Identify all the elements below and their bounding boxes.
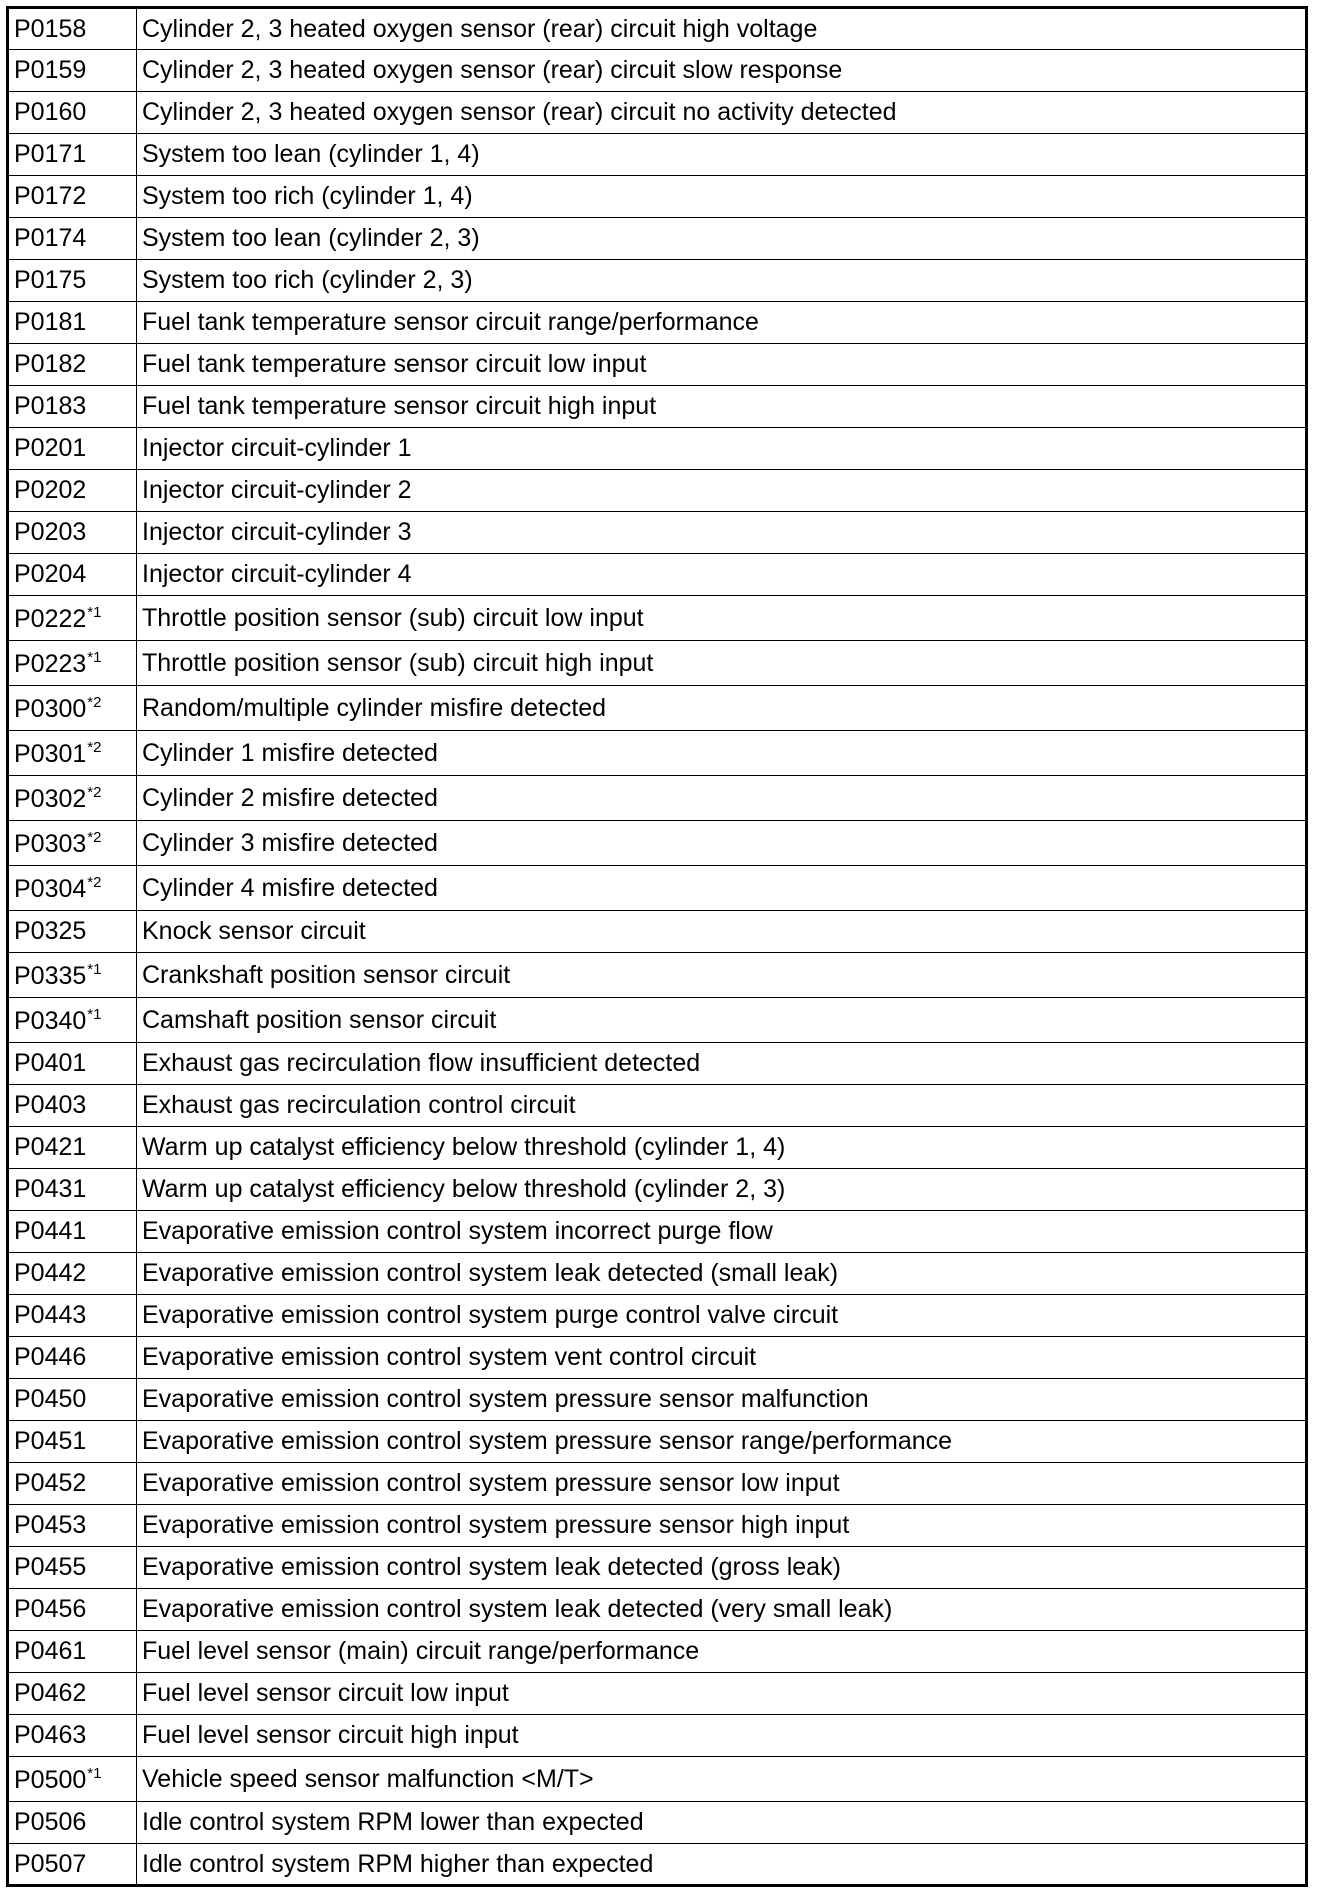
table-row (8, 1337, 1307, 1379)
dtc-code-cell (8, 686, 137, 731)
dtc-description: Idle control system RPM higher than expected (137, 1844, 1307, 1886)
table-row (8, 1505, 1307, 1547)
table-row (8, 1589, 1307, 1631)
dtc-description: Cylinder 4 misfire detected (137, 866, 1307, 911)
dtc-code: P0340 (14, 1006, 87, 1035)
dtc-code: P0456 (14, 1595, 87, 1623)
dtc-description: Evaporative emission control system leak detected (gross leak) (137, 1547, 1307, 1589)
dtc-code: P0183 (14, 392, 87, 420)
dtc-description: Camshaft position sensor circuit (137, 998, 1307, 1043)
dtc-description: System too lean (cylinder 1, 4) (137, 134, 1307, 176)
dtc-code-cell (8, 596, 137, 641)
table-row (8, 134, 1307, 176)
dtc-description: Exhaust gas recirculation flow insufficient detected (137, 1043, 1307, 1085)
table-row (8, 821, 1307, 866)
dtc-description: Cylinder 2 misfire detected (137, 776, 1307, 821)
dtc-code-cell (8, 1631, 137, 1673)
table-row (8, 260, 1307, 302)
dtc-code-cell (8, 218, 137, 260)
table-row (8, 50, 1307, 92)
footnote-marker: *2 (87, 873, 102, 891)
dtc-description: Cylinder 3 misfire detected (137, 821, 1307, 866)
dtc-code: P0201 (14, 434, 87, 462)
table-row (8, 911, 1307, 953)
dtc-code-cell (8, 1547, 137, 1589)
dtc-code-cell (8, 953, 137, 998)
dtc-description: Warm up catalyst efficiency below threshold (cylinder 2, 3) (137, 1169, 1307, 1211)
table-row (8, 596, 1307, 641)
footnote-marker: *2 (87, 783, 102, 801)
table-row (8, 428, 1307, 470)
dtc-code: P0431 (14, 1175, 87, 1203)
dtc-code-cell (8, 1505, 137, 1547)
dtc-code: P0171 (14, 140, 87, 168)
dtc-description: Warm up catalyst efficiency below threshold (cylinder 1, 4) (137, 1127, 1307, 1169)
dtc-description: Fuel tank temperature sensor circuit high input (137, 386, 1307, 428)
dtc-code: P0325 (14, 917, 87, 945)
dtc-description: Throttle position sensor (sub) circuit high input (137, 641, 1307, 686)
dtc-description: Injector circuit-cylinder 1 (137, 428, 1307, 470)
footnote-marker: *2 (87, 693, 102, 711)
footnote-marker: *1 (87, 960, 102, 978)
dtc-description: Injector circuit-cylinder 4 (137, 554, 1307, 596)
dtc-code: P0174 (14, 224, 87, 252)
dtc-description: System too lean (cylinder 2, 3) (137, 218, 1307, 260)
table-row (8, 1211, 1307, 1253)
dtc-description: Fuel tank temperature sensor circuit range/performance (137, 302, 1307, 344)
dtc-code-cell (8, 1463, 137, 1505)
table-row (8, 302, 1307, 344)
dtc-description: Evaporative emission control system leak detected (very small leak) (137, 1589, 1307, 1631)
dtc-description: Evaporative emission control system incorrect purge flow (137, 1211, 1307, 1253)
dtc-code: P0182 (14, 350, 87, 378)
table-row (8, 998, 1307, 1043)
table-row (8, 554, 1307, 596)
dtc-code: P0204 (14, 560, 87, 588)
dtc-description: Random/multiple cylinder misfire detected (137, 686, 1307, 731)
dtc-description: Knock sensor circuit (137, 911, 1307, 953)
table-row (8, 641, 1307, 686)
dtc-description: Injector circuit-cylinder 3 (137, 512, 1307, 554)
dtc-code: P0455 (14, 1553, 87, 1581)
table-row (8, 1127, 1307, 1169)
dtc-code-cell (8, 260, 137, 302)
dtc-code-cell (8, 1211, 137, 1253)
dtc-code-cell (8, 731, 137, 776)
table-row (8, 1757, 1307, 1802)
footnote-marker: *2 (87, 738, 102, 756)
dtc-code: P0443 (14, 1301, 87, 1329)
dtc-code-cell (8, 776, 137, 821)
dtc-code-cell (8, 1589, 137, 1631)
dtc-description: Evaporative emission control system leak detected (small leak) (137, 1253, 1307, 1295)
dtc-code: P0462 (14, 1679, 87, 1707)
dtc-code: P0203 (14, 518, 87, 546)
dtc-code: P0500 (14, 1765, 87, 1794)
dtc-description: Injector circuit-cylinder 2 (137, 470, 1307, 512)
dtc-code-cell (8, 470, 137, 512)
table-row (8, 1169, 1307, 1211)
dtc-code-cell (8, 1673, 137, 1715)
dtc-code: P0446 (14, 1343, 87, 1371)
table-row (8, 686, 1307, 731)
dtc-code: P0160 (14, 98, 87, 126)
table-row (8, 8, 1307, 50)
dtc-code-cell (8, 641, 137, 686)
table-row (8, 344, 1307, 386)
dtc-code: P0300 (14, 694, 87, 723)
table-row (8, 386, 1307, 428)
footnote-marker: *1 (87, 1764, 102, 1782)
dtc-description: Vehicle speed sensor malfunction <M/T> (137, 1757, 1307, 1802)
dtc-code: P0506 (14, 1808, 87, 1836)
dtc-description: Evaporative emission control system pressure sensor malfunction (137, 1379, 1307, 1421)
dtc-code: P0181 (14, 308, 87, 336)
table-row (8, 1379, 1307, 1421)
dtc-code-cell (8, 1295, 137, 1337)
dtc-code: P0451 (14, 1427, 87, 1455)
table-row (8, 776, 1307, 821)
dtc-code: P0304 (14, 874, 87, 903)
dtc-code: P0452 (14, 1469, 87, 1497)
dtc-code-cell (8, 998, 137, 1043)
dtc-description: Evaporative emission control system pressure sensor low input (137, 1463, 1307, 1505)
dtc-code-cell (8, 512, 137, 554)
table-row (8, 176, 1307, 218)
table-row (8, 1043, 1307, 1085)
dtc-code-cell (8, 911, 137, 953)
table-row (8, 1673, 1307, 1715)
dtc-code-cell (8, 1379, 137, 1421)
table-row (8, 1802, 1307, 1844)
table-row (8, 92, 1307, 134)
dtc-code-cell (8, 428, 137, 470)
dtc-code: P0453 (14, 1511, 87, 1539)
dtc-code: P0301 (14, 739, 87, 768)
dtc-code-cell (8, 1043, 137, 1085)
dtc-code: P0172 (14, 182, 87, 210)
footnote-marker: *1 (87, 648, 102, 666)
table-row (8, 1715, 1307, 1757)
dtc-code-cell (8, 176, 137, 218)
table-row (8, 1631, 1307, 1673)
dtc-code-cell (8, 866, 137, 911)
table-row (8, 1295, 1307, 1337)
table-row (8, 1253, 1307, 1295)
dtc-code-cell (8, 1844, 137, 1886)
dtc-code-cell (8, 1169, 137, 1211)
dtc-code: P0401 (14, 1049, 87, 1077)
dtc-description: Exhaust gas recirculation control circuit (137, 1085, 1307, 1127)
dtc-code-cell (8, 1715, 137, 1757)
dtc-code: P0335 (14, 961, 87, 990)
dtc-code: P0461 (14, 1637, 87, 1665)
dtc-description: Fuel tank temperature sensor circuit low input (137, 344, 1307, 386)
dtc-code: P0507 (14, 1849, 87, 1878)
dtc-code: P0450 (14, 1385, 87, 1413)
dtc-code: P0421 (14, 1133, 87, 1161)
dtc-code: P0303 (14, 829, 87, 858)
dtc-description: Cylinder 2, 3 heated oxygen sensor (rear) circuit high voltage (137, 8, 1307, 50)
dtc-code: P0463 (14, 1721, 87, 1749)
dtc-table-body (8, 8, 1307, 1886)
dtc-code-cell (8, 1085, 137, 1127)
dtc-description: Evaporative emission control system pressure sensor high input (137, 1505, 1307, 1547)
dtc-code-cell (8, 1802, 137, 1844)
dtc-code: P0223 (14, 649, 87, 678)
dtc-code: P0441 (14, 1217, 87, 1245)
dtc-code-cell (8, 8, 137, 50)
dtc-code: P0158 (14, 14, 87, 43)
dtc-code: P0202 (14, 476, 87, 504)
dtc-code-cell (8, 1127, 137, 1169)
dtc-code-cell (8, 386, 137, 428)
dtc-code-cell (8, 1337, 137, 1379)
dtc-description: Fuel level sensor (main) circuit range/performance (137, 1631, 1307, 1673)
dtc-description: Idle control system RPM lower than expected (137, 1802, 1307, 1844)
table-row (8, 866, 1307, 911)
dtc-description: Crankshaft position sensor circuit (137, 953, 1307, 998)
footnote-marker: *2 (87, 828, 102, 846)
dtc-code: P0442 (14, 1259, 87, 1287)
dtc-description: Evaporative emission control system pressure sensor range/performance (137, 1421, 1307, 1463)
dtc-description: Throttle position sensor (sub) circuit low input (137, 596, 1307, 641)
dtc-code-cell (8, 1253, 137, 1295)
dtc-code-cell (8, 134, 137, 176)
table-row (8, 953, 1307, 998)
dtc-description: System too rich (cylinder 2, 3) (137, 260, 1307, 302)
dtc-description: Cylinder 2, 3 heated oxygen sensor (rear) circuit no activity detected (137, 92, 1307, 134)
dtc-description: Evaporative emission control system vent control circuit (137, 1337, 1307, 1379)
dtc-code: P0159 (14, 56, 87, 84)
table-row (8, 731, 1307, 776)
dtc-code-cell (8, 821, 137, 866)
dtc-description: Cylinder 2, 3 heated oxygen sensor (rear) circuit slow response (137, 50, 1307, 92)
dtc-code: P0302 (14, 784, 87, 813)
dtc-code-cell (8, 1421, 137, 1463)
dtc-description: Cylinder 1 misfire detected (137, 731, 1307, 776)
table-row (8, 1085, 1307, 1127)
table-row (8, 512, 1307, 554)
table-row (8, 1463, 1307, 1505)
dtc-code-cell (8, 92, 137, 134)
dtc-code-cell (8, 50, 137, 92)
dtc-code-cell (8, 344, 137, 386)
table-row (8, 1421, 1307, 1463)
footnote-marker: *1 (87, 1005, 102, 1023)
dtc-description: Fuel level sensor circuit low input (137, 1673, 1307, 1715)
dtc-code-cell (8, 302, 137, 344)
table-row (8, 470, 1307, 512)
dtc-description: Evaporative emission control system purge control valve circuit (137, 1295, 1307, 1337)
dtc-table (6, 6, 1308, 1887)
dtc-code-cell (8, 554, 137, 596)
table-row (8, 218, 1307, 260)
table-row (8, 1547, 1307, 1589)
dtc-description: Fuel level sensor circuit high input (137, 1715, 1307, 1757)
dtc-code: P0175 (14, 266, 87, 294)
footnote-marker: *1 (87, 603, 102, 621)
dtc-code-cell (8, 1757, 137, 1802)
dtc-code: P0403 (14, 1091, 87, 1119)
table-row (8, 1844, 1307, 1886)
dtc-description: System too rich (cylinder 1, 4) (137, 176, 1307, 218)
dtc-code: P0222 (14, 604, 87, 633)
